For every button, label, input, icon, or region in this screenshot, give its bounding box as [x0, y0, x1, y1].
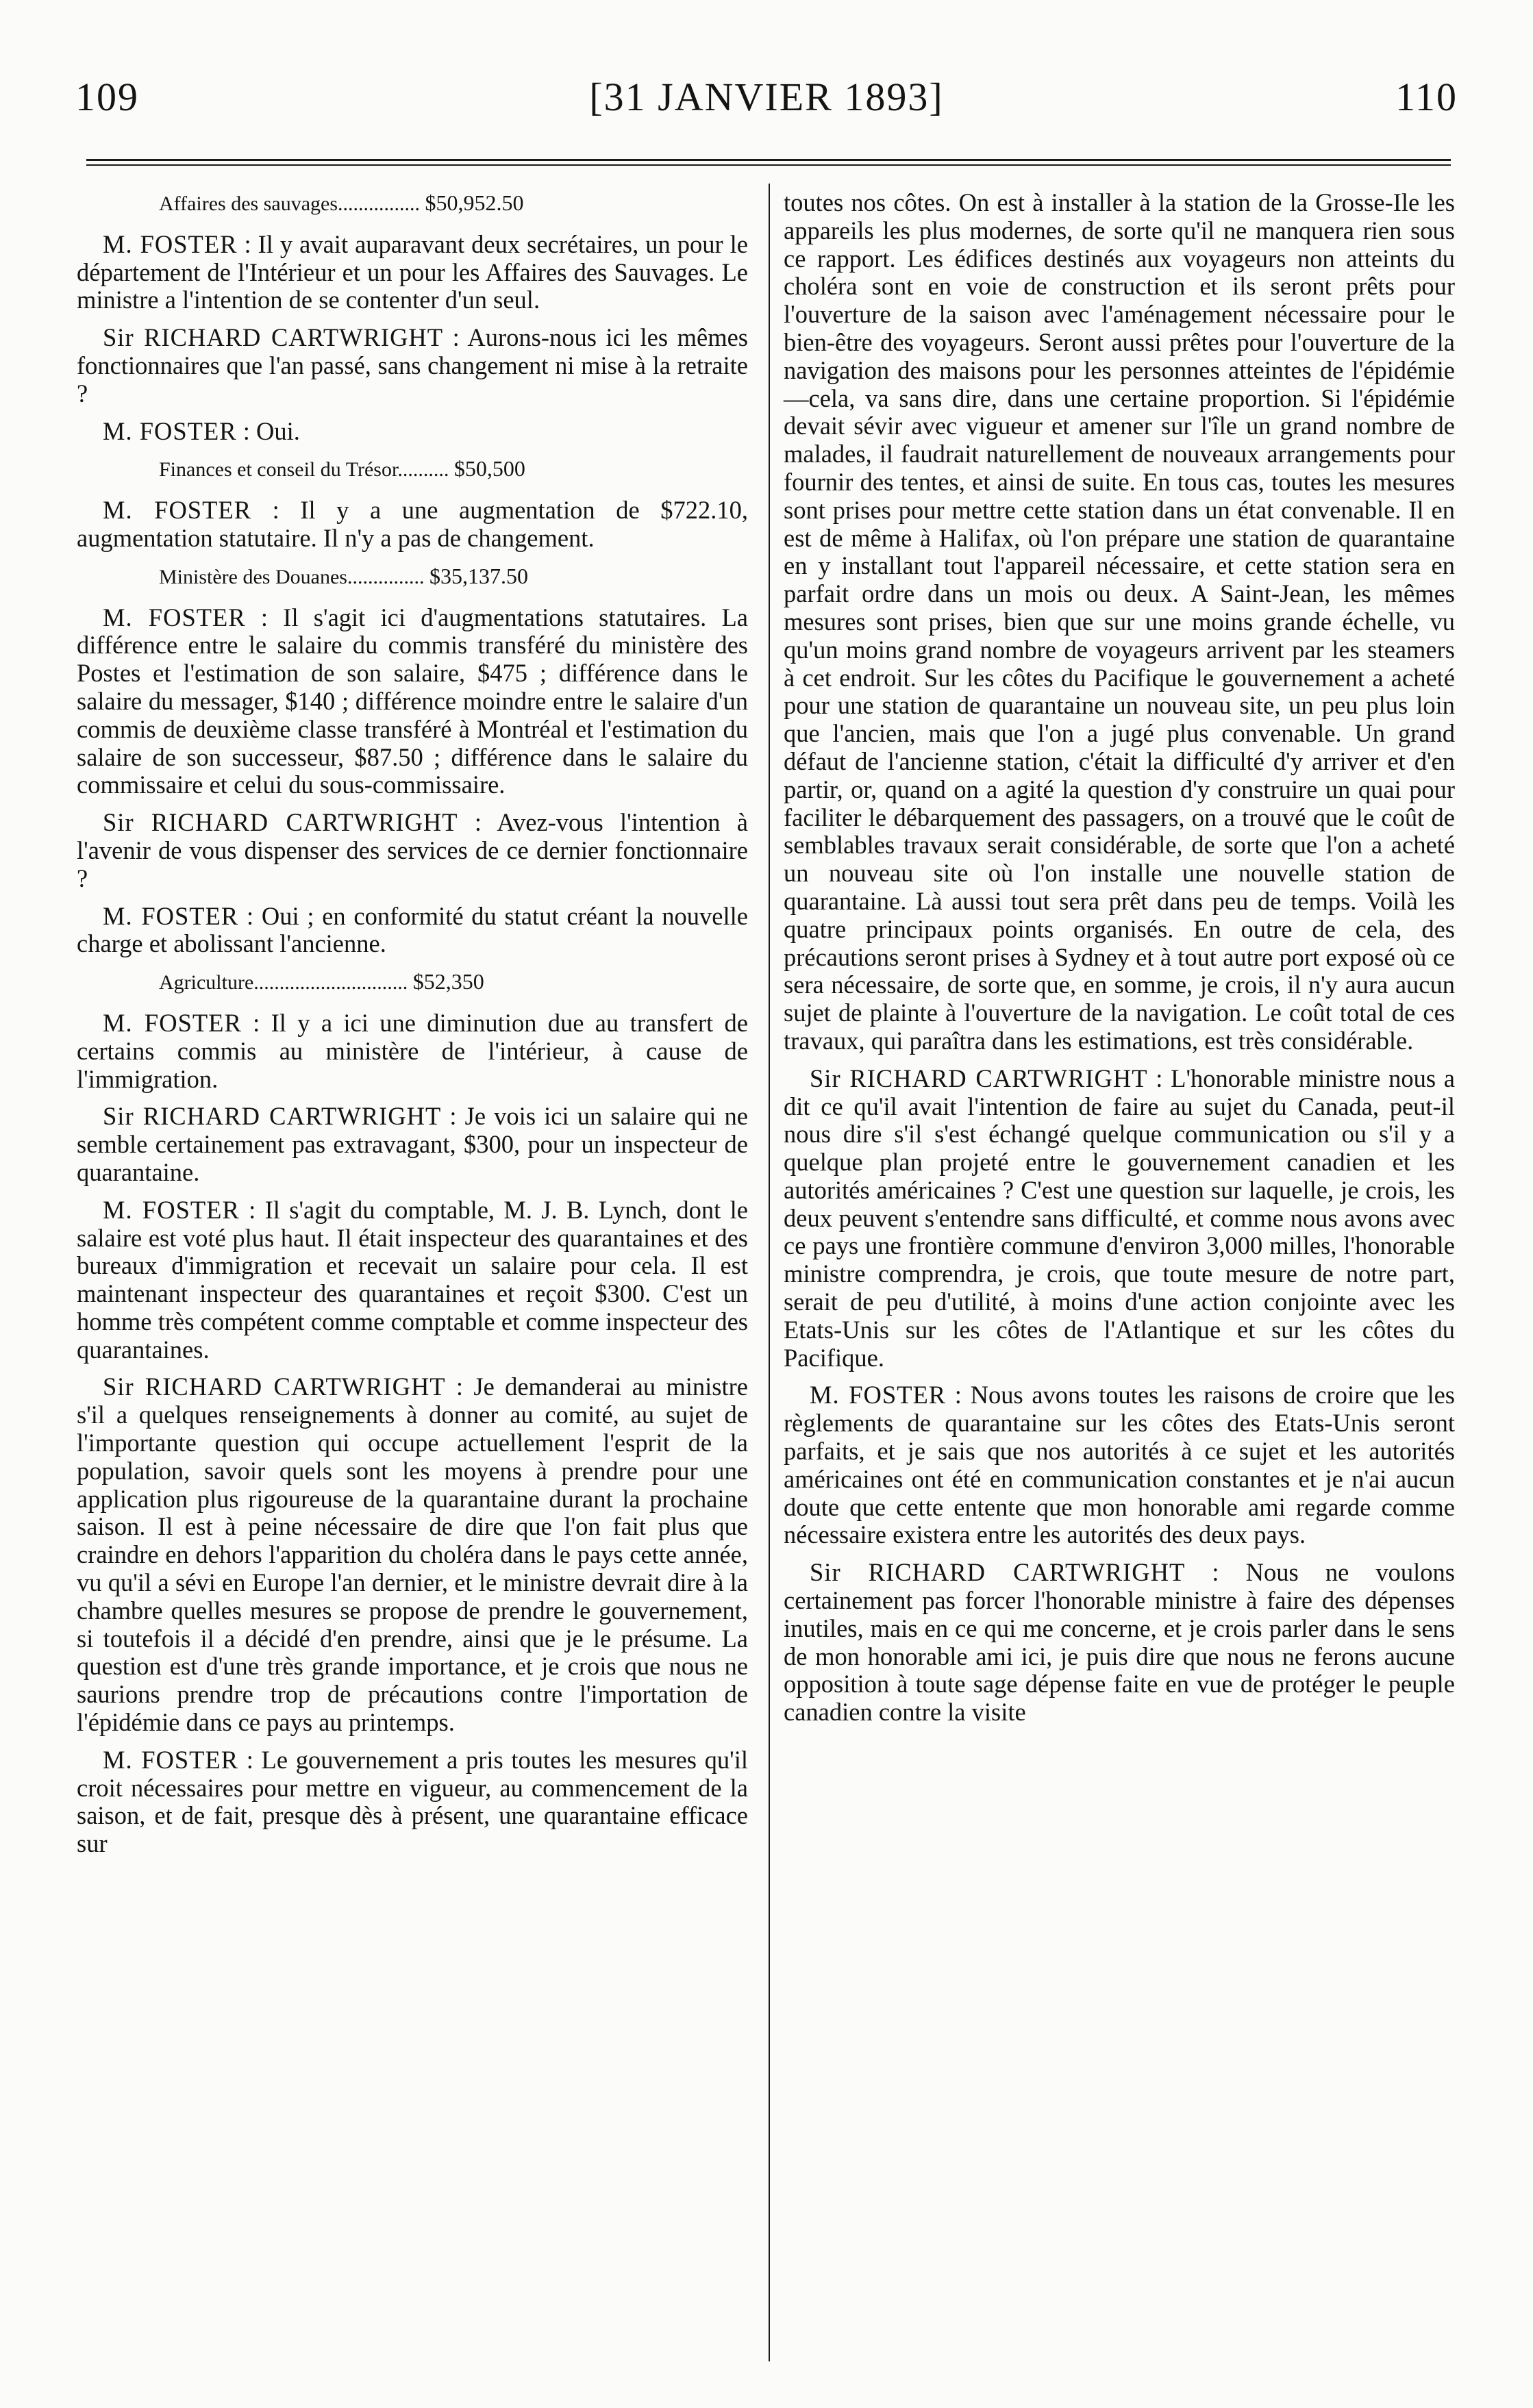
page-header [75, 74, 1458, 142]
speech-paragraph [77, 418, 748, 446]
speech-text: : Je demanderai au ministre s'il a quelques renseignements à donner au comité, au sujet de l'importante question qui occupe actuellement l'esprit de la population, savoir quels sont les moyens à prendre pour une application plus rigoureuse de la quarantaine durant la prochaine saison. Il est à peine nécessaire de dire que l'on fait plus que craindre en dehors l'apparition du choléra dans le pays cette année, vu qu'il a sévi en Europe l'an dernier, et le ministre devrait dire à la chambre quelles mesures se propose de prendre le gouvernement, si toutefois il a décidé d'en prendre, ainsi que je le présume. La question est d'une très grande importance, et je crois que nous ne saurions prendre trop de précautions contre l'importation de l'épidémie dans ce pays au printemps. [77, 1372, 749, 1737]
speaker-name: Sir RICHARD CARTWRIGHT [103, 323, 444, 352]
column-divider [769, 184, 770, 2361]
speech-paragraph [77, 1196, 748, 1364]
page-number-right: 110 [1395, 75, 1458, 119]
speech-text: : Il y a ici une diminution due au transfert de certains commis au ministère de l'intérieur, à cause de l'immigration. [77, 1008, 748, 1093]
speech-paragraph [77, 604, 748, 800]
leader-dots: ................ [338, 192, 421, 215]
estimate-label: Finances et conseil du Trésor [159, 458, 398, 481]
header-rule-thin [86, 164, 1451, 166]
speaker-name: M. FOSTER [103, 603, 246, 631]
speaker-name: M. FOSTER [810, 1381, 947, 1409]
speech-paragraph [77, 809, 748, 892]
session-date: [31 JANVIER 1893] [589, 75, 944, 119]
speech-text: : L'honorable ministre nous a dit ce qu'il avait l'intention de faire au sujet du Canada, peut-il nous dire s'il s'est échangé quelque communication ou s'il y a quelque plan projeté entre le gouvernement canadien et les autorités américaines ? C'est une question sur laquelle, je crois, les deux peuvent s'entendre sans difficulté, et comme nous avons avec ce pays une frontière commune d'environ 3,000 milles, l'honorable ministre comprendra, je crois, que toute mesure de notre part, serait de peu d'utilité, à moins d'une action conjointe avec les Etats-Unis sur les côtes de l'Atlantique et sur les côtes du Pacifique. [784, 1064, 1455, 1372]
header-rule [86, 159, 1451, 161]
speech-paragraph [77, 1009, 748, 1093]
page-number-left: 109 [75, 75, 139, 119]
leader-dots: ............... [347, 565, 425, 588]
speech-text: : Aurons-nous ici les mêmes fonctionnaires que l'an passé, sans changement ni mise à la retraite ? [77, 323, 748, 407]
right-column [784, 189, 1455, 1736]
estimate-amount: $50,952.50 [425, 190, 524, 215]
estimate-label: Affaires des sauvages [159, 192, 338, 215]
speech-paragraph [77, 903, 748, 959]
speech-text: : Le gouvernement a pris toutes les mesures qu'il croit nécessaires pour mettre en vigueur, au commencement de la saison, et de fait, presque dès à présent, une quarantaine efficace sur [77, 1745, 748, 1858]
speaker-name: Sir RICHARD CARTWRIGHT [810, 1558, 1186, 1587]
estimate-label: Ministère des Douanes [159, 565, 347, 588]
speaker-name: Sir RICHARD CARTWRIGHT [103, 1102, 442, 1131]
speech-text: : Il y avait auparavant deux secrétaires, un pour le département de l'Intérieur et un pour les Affaires des Sauvages. Le ministre a l'intention de se contenter d'un seul. [77, 229, 748, 314]
speech-text: : Oui ; en conformité du statut créant la nouvelle charge et abolissant l'ancienne. [77, 901, 748, 958]
estimate-item [77, 562, 748, 592]
estimate-item [77, 968, 748, 997]
speaker-name: M. FOSTER [103, 1195, 240, 1224]
speech-text: : Nous avons toutes les raisons de croire que les règlements de quarantaine sur les côtes des Etats-Unis seront parfaits, et je sais que nos autorités à ce sujet et les autorités américaines ont été en communication constantes et je n'ai aucun doute que cette entente que mon honorable ami regarde comme nécessaire existera entre les autorités des deux pays. [784, 1381, 1455, 1549]
speech-text: : Il y a une augmentation de $722.10, augmentation statutaire. Il n'y a pas de changement. [77, 496, 748, 552]
left-column [77, 189, 748, 1868]
estimate-amount: $52,350 [412, 969, 484, 994]
speaker-name: M. FOSTER [103, 1008, 242, 1037]
speaker-name: M. FOSTER [103, 901, 239, 930]
speech-paragraph [77, 1373, 748, 1736]
speech-paragraph [784, 189, 1455, 1055]
speech-paragraph [77, 497, 748, 553]
estimate-item [77, 189, 748, 218]
speech-paragraph [77, 231, 748, 314]
estimate-amount: $50,500 [453, 456, 525, 481]
speech-text: : Nous ne voulons certainement pas forcer l'honorable ministre à faire des dépenses inutiles, mais en ce qui me concerne, et je crois parler dans le sens de mon honorable ami ici, je puis dire que nous ne ferons aucune opposition à toute sage dépense faite en vue de protéger le peuple canadien contre la visite [784, 1558, 1456, 1727]
speaker-name: Sir RICHARD CARTWRIGHT [103, 808, 458, 837]
speaker-name: M. FOSTER [103, 1745, 239, 1774]
speech-paragraph [77, 1746, 748, 1858]
speech-text: : Il s'agit du comptable, M. J. B. Lynch, dont le salaire est voté plus haut. Il était inspecteur des quarantaines et des bureaux d'immigration et recevait un salaire pour cela. Il est maintenant inspecteur des quarantaines et reçoit $300. C'est un homme très compétent comme comptable et comme inspecteur des quarantaines. [77, 1195, 748, 1364]
speech-text: toutes nos côtes. On est à installer à la station de la Grosse-Ile les appareils les plus modernes, de sorte qu'il ne manquera rien sous ce rapport. Les édifices destinés aux voyageurs non atteints du choléra sont en voie de construction et ils seront prêts pour l'ouverture de la saison avec l'aménagement nécessaire pour le bien-être des voyageurs. Seront aussi prêtes pour l'ouverture de la navigation des maisons pour les personnes atteintes de l'épidémie—cela, va sans dire, dans une certaine proportion. Si l'épidémie devait sévir avec vigueur et amener sur l'île un grand nombre de malades, il faudrait naturellement de nouveaux arrangements pour fournir des tentes, et ainsi de suite. En tous cas, toutes les mesures sont prises pour mettre cette station dans un état convenable. Il en est de même à Halifax, où l'on prépare une station de quarantaine en y installant tout l'appareil nécessaire, et cette station sera en parfait ordre dans un mois ou deux. A Saint-Jean, les mêmes mesures sont prises, bien que sur une moins grande échelle, vu qu'un moins grand nombre de voyageurs arrivent par les steamers à cet endroit. Sur les côtes du Pacifique le gouvernement a acheté pour une station de quarantaine un nouveau site, un peu plus loin que l'ancien, mais que l'on a jugé plus convenable. Un grand défaut de l'ancienne station, c'était la difficulté d'y arriver et d'en partir, or, quand on a agité la question d'y construire un quai pour faciliter le débarquement des passagers, on a trouvé que le coût de semblables travaux serait considérable, de sorte que l'on a acheté un nouveau site où l'on installe une nouvelle station de quarantaine. Là aussi tout sera prêt dans peu de temps. Voilà les quatre principaux points organisés. En outre de cela, des précautions seront prises à Sydney et à tout autre port exposé où ce sera nécessaire, de sorte que, en somme, je crois, il n'y aura aucun sujet de plainte à l'ouverture de la navigation. Le coût total de ces travaux, qui paraîtra dans les estimations, est très considérable. [784, 188, 1455, 1055]
speaker-name: M. FOSTER [103, 416, 237, 445]
estimate-item [77, 455, 748, 484]
leader-dots: .......... [397, 458, 449, 481]
speech-paragraph [77, 1103, 748, 1186]
speech-text: : Avez-vous l'intention à l'avenir de vous dispenser des services de ce dernier fonctionnaire ? [77, 808, 749, 892]
speech-text: : Oui. [236, 416, 300, 445]
speaker-name: Sir RICHARD CARTWRIGHT [810, 1064, 1148, 1092]
estimate-amount: $35,137.50 [429, 563, 528, 588]
estimate-label: Agriculture [159, 971, 254, 994]
speaker-name: M. FOSTER [103, 496, 252, 525]
speech-paragraph [784, 1381, 1455, 1549]
speaker-name: M. FOSTER [103, 229, 238, 258]
speech-text: : Je vois ici un salaire qui ne semble certainement pas extravagant, $300, pour un inspecteur de quarantaine. [77, 1102, 748, 1186]
speaker-name: Sir RICHARD CARTWRIGHT [103, 1372, 446, 1401]
speech-text: : Il s'agit ici d'augmentations statutaires. La différence entre le salaire du commis transféré du ministère des Postes et l'estimation de son salaire, $475 ; différence dans le salaire du messager, $140 ; différence moindre entre le salaire d'un commis de deuxième classe transféré à Montréal et l'estimation du salaire de son successeur, $87.50 ; différence dans le salaire du commissaire et celui du sous-commissaire. [77, 603, 748, 799]
speech-paragraph [784, 1065, 1455, 1372]
leader-dots: .............................. [253, 971, 408, 994]
speech-paragraph [77, 324, 748, 407]
speech-paragraph [784, 1559, 1455, 1727]
